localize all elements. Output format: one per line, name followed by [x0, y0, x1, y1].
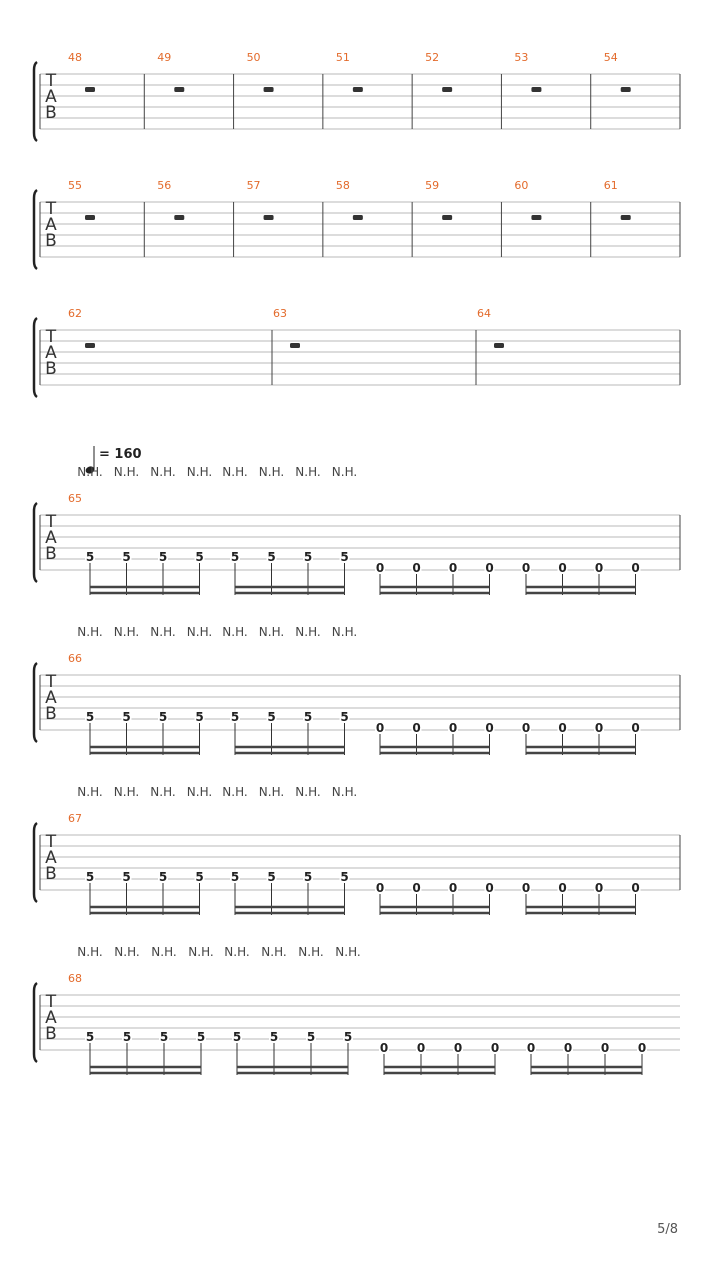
fret-number: 0 — [416, 1041, 426, 1055]
natural-harmonic-label: N.H. — [295, 785, 321, 799]
fret-number: 0 — [631, 721, 640, 735]
tab-clef-letter: T — [45, 512, 57, 532]
natural-harmonic-label: N.H. — [222, 465, 248, 479]
measure-number: 66 — [68, 652, 82, 665]
fret-number: 0 — [448, 881, 458, 895]
tab-clef-letter: B — [45, 1024, 57, 1044]
natural-harmonic-label: N.H. — [77, 465, 103, 479]
fret-number: 0 — [490, 1041, 500, 1055]
measure-number: 56 — [157, 179, 172, 192]
tab-clef-letter: B — [45, 704, 57, 724]
fret-number: 0 — [558, 561, 567, 575]
natural-harmonic-label: N.H. — [113, 785, 140, 799]
fret-number: 0 — [485, 721, 494, 735]
measure-number: 55 — [68, 179, 82, 192]
rest-icon — [531, 87, 541, 92]
fret-number: 0 — [594, 561, 604, 575]
natural-harmonic-label: N.H. — [295, 625, 321, 639]
fret-number: 0 — [379, 1041, 389, 1055]
system-bracket — [34, 823, 37, 902]
system-bracket — [34, 62, 37, 141]
natural-harmonic-label: N.H. — [295, 465, 321, 479]
tab-clef-letter: B — [45, 544, 57, 564]
rest-icon — [442, 87, 452, 92]
tab-clef-letter: A — [45, 343, 57, 363]
tab-clef-letter: A — [45, 848, 57, 868]
fret-number: 0 — [631, 561, 640, 575]
tab-clef-letter: T — [45, 992, 57, 1012]
fret-number: 0 — [594, 881, 604, 895]
rest-icon — [85, 343, 95, 348]
rest-icon — [494, 343, 504, 348]
fret-number: 5 — [158, 550, 168, 564]
fret-number: 5 — [196, 1030, 206, 1044]
fret-number: 5 — [122, 550, 131, 564]
natural-harmonic-label: N.H. — [113, 625, 140, 639]
rest-icon — [174, 215, 184, 220]
natural-harmonic-label: N.H. — [258, 625, 285, 639]
system-bracket — [34, 983, 37, 1062]
tab-clef-letter: A — [45, 528, 57, 548]
system-bracket — [34, 318, 37, 397]
natural-harmonic-label: N.H. — [224, 945, 250, 959]
fret-number: 5 — [267, 870, 276, 884]
fret-number: 0 — [412, 561, 421, 575]
natural-harmonic-label: N.H. — [331, 785, 358, 799]
fret-number: 0 — [412, 881, 421, 895]
measure-number: 60 — [514, 179, 529, 192]
measure-number: 63 — [273, 307, 287, 320]
fret-number: 5 — [230, 710, 240, 724]
fret-number: 0 — [375, 561, 385, 575]
tempo-value: = 160 — [99, 447, 142, 462]
tab-clef-letter: B — [45, 864, 57, 884]
rest-icon — [85, 215, 95, 220]
fret-number: 0 — [485, 881, 494, 895]
fret-number: 0 — [594, 721, 604, 735]
fret-number: 5 — [122, 710, 131, 724]
tab-clef-letter: T — [45, 672, 57, 692]
fret-number: 5 — [306, 1030, 316, 1044]
fret-number: 0 — [521, 721, 531, 735]
natural-harmonic-label: N.H. — [150, 625, 176, 639]
tab-clef-letter: B — [45, 359, 57, 379]
fret-number: 0 — [448, 721, 458, 735]
natural-harmonic-label: N.H. — [77, 785, 103, 799]
fret-number: 0 — [631, 881, 640, 895]
tab-clef-letter: B — [45, 231, 57, 251]
natural-harmonic-label: N.H. — [150, 465, 176, 479]
natural-harmonic-label: N.H. — [298, 945, 324, 959]
fret-number: 5 — [195, 870, 204, 884]
measure-number: 57 — [246, 179, 261, 192]
system-bracket — [34, 503, 37, 582]
measure-number: 51 — [335, 51, 350, 64]
fret-number: 5 — [230, 550, 240, 564]
system-bracket — [34, 190, 37, 269]
natural-harmonic-label: N.H. — [186, 625, 213, 639]
natural-harmonic-label: N.H. — [261, 945, 287, 959]
tab-clef-letter: A — [45, 1008, 57, 1028]
fret-number: 0 — [485, 561, 494, 575]
page-number: 5/8 — [657, 1222, 678, 1237]
fret-number: 0 — [521, 881, 531, 895]
rest-icon — [174, 87, 184, 92]
fret-number: 0 — [600, 1041, 610, 1055]
fret-number: 5 — [267, 550, 276, 564]
fret-number: 5 — [159, 1030, 169, 1044]
fret-number: 0 — [558, 721, 567, 735]
fret-number: 5 — [303, 870, 313, 884]
fret-number: 5 — [195, 710, 204, 724]
measure-number: 49 — [157, 51, 172, 64]
tab-clef-letter: A — [45, 688, 57, 708]
rest-icon — [353, 87, 363, 92]
fret-number: 5 — [232, 1030, 242, 1044]
measure-number: 64 — [477, 307, 491, 320]
measure-number: 52 — [425, 51, 440, 64]
fret-number: 5 — [343, 1030, 353, 1044]
measure-number: 48 — [68, 51, 82, 64]
measure-number: 67 — [68, 812, 82, 825]
fret-number: 5 — [158, 710, 168, 724]
fret-number: 5 — [122, 870, 131, 884]
fret-number: 5 — [85, 710, 95, 724]
natural-harmonic-label: N.H. — [151, 945, 177, 959]
natural-harmonic-label: N.H. — [114, 945, 140, 959]
natural-harmonic-label: N.H. — [77, 945, 103, 959]
rest-icon — [621, 87, 631, 92]
fret-number: 0 — [375, 721, 385, 735]
rest-icon — [264, 87, 274, 92]
fret-number: 0 — [448, 561, 458, 575]
fret-number: 0 — [558, 881, 567, 895]
fret-number: 5 — [158, 870, 168, 884]
fret-number: 5 — [230, 870, 240, 884]
rest-icon — [264, 215, 274, 220]
measure-number: 65 — [68, 492, 82, 505]
tab-clef-letter: T — [45, 327, 57, 347]
rest-icon — [290, 343, 300, 348]
fret-number: 5 — [269, 1030, 279, 1044]
natural-harmonic-label: N.H. — [150, 785, 176, 799]
natural-harmonic-label: N.H. — [222, 625, 248, 639]
rest-icon — [531, 215, 541, 220]
fret-number: 0 — [412, 721, 421, 735]
natural-harmonic-label: N.H. — [188, 945, 214, 959]
natural-harmonic-label: N.H. — [335, 945, 361, 959]
tab-clef-letter: T — [45, 199, 57, 219]
rest-icon — [442, 215, 452, 220]
measure-number: 53 — [514, 51, 529, 64]
tab-clef-letter: T — [45, 71, 57, 91]
tab-clef-letter: T — [45, 832, 57, 852]
natural-harmonic-label: N.H. — [222, 785, 248, 799]
natural-harmonic-label: N.H. — [113, 465, 140, 479]
fret-number: 5 — [303, 550, 313, 564]
natural-harmonic-label: N.H. — [258, 465, 285, 479]
natural-harmonic-label: N.H. — [258, 785, 285, 799]
measure-number: 50 — [246, 51, 261, 64]
tab-clef-letter: A — [45, 215, 57, 235]
natural-harmonic-label: N.H. — [186, 465, 213, 479]
fret-number: 0 — [375, 881, 385, 895]
fret-number: 5 — [340, 550, 349, 564]
natural-harmonic-label: N.H. — [331, 465, 358, 479]
fret-number: 0 — [521, 561, 531, 575]
measure-number: 54 — [603, 51, 618, 64]
fret-number: 0 — [526, 1041, 536, 1055]
measure-number: 61 — [603, 179, 618, 192]
fret-number: 5 — [340, 710, 349, 724]
natural-harmonic-label: N.H. — [77, 625, 103, 639]
rest-icon — [353, 215, 363, 220]
fret-number: 5 — [122, 1030, 132, 1044]
measure-number: 58 — [335, 179, 350, 192]
fret-number: 0 — [563, 1041, 573, 1055]
fret-number: 5 — [303, 710, 313, 724]
measure-number: 59 — [425, 179, 440, 192]
measure-number: 68 — [68, 972, 82, 985]
natural-harmonic-label: N.H. — [186, 785, 213, 799]
natural-harmonic-label: N.H. — [331, 625, 358, 639]
rest-icon — [621, 215, 631, 220]
fret-number: 0 — [637, 1041, 647, 1055]
measure-number: 62 — [68, 307, 82, 320]
rest-icon — [85, 87, 95, 92]
fret-number: 5 — [340, 870, 349, 884]
tab-clef-letter: A — [45, 87, 57, 107]
fret-number: 5 — [85, 870, 95, 884]
fret-number: 0 — [453, 1041, 463, 1055]
fret-number: 5 — [195, 550, 204, 564]
fret-number: 5 — [85, 550, 95, 564]
tab-clef-letter: B — [45, 103, 57, 123]
fret-number: 5 — [85, 1030, 95, 1044]
fret-number: 5 — [267, 710, 276, 724]
system-bracket — [34, 663, 37, 742]
